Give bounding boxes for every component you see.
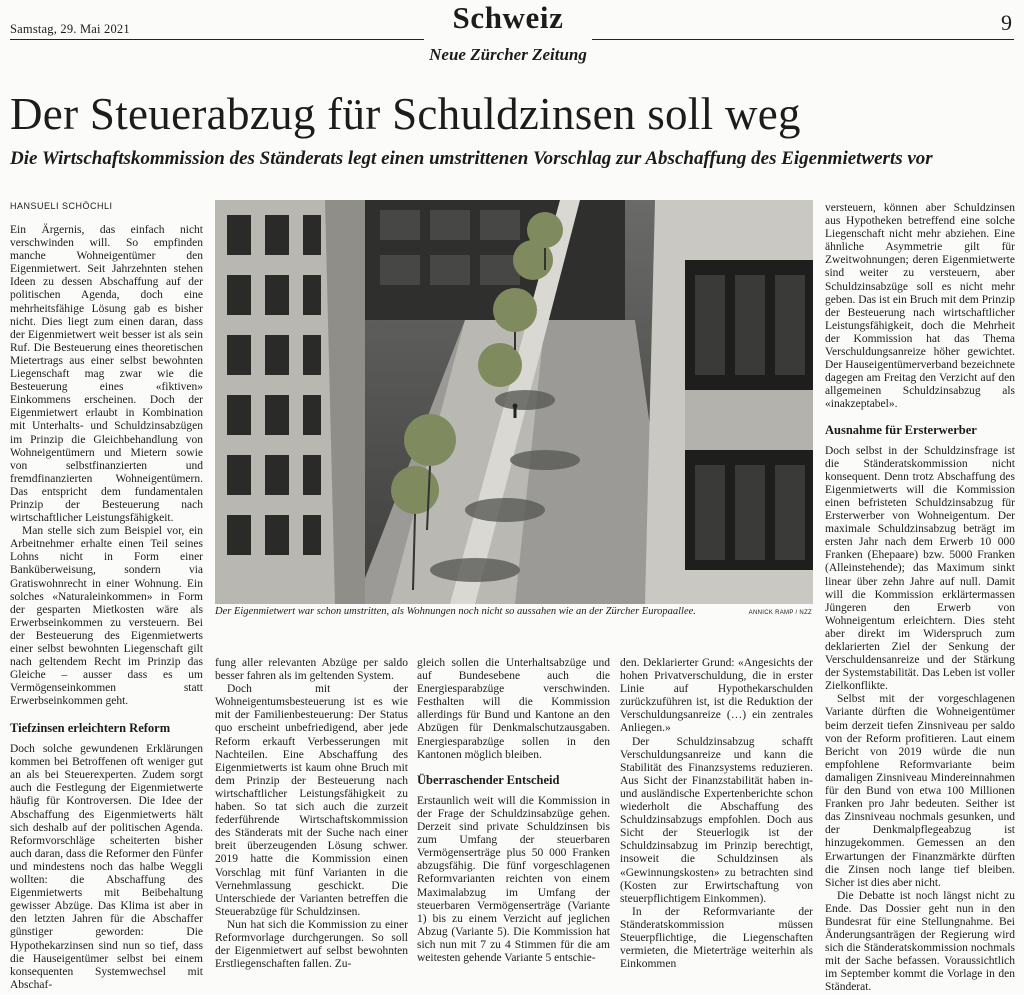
article-column-5 bbox=[825, 202, 1015, 995]
issue-date: Samstag, 29. Mai 2021 bbox=[10, 22, 130, 36]
paragraph: Nun hat sich die Kommission zu einer Reformvorlage durchgerungen. So soll der Eigenmietwert auf selbst bewohnten Erstliegenschaften fallen. Zu- bbox=[215, 918, 408, 971]
article-column-3 bbox=[417, 657, 610, 965]
article-column-4 bbox=[620, 657, 813, 971]
paragraph: Doch solche gewundenen Erklärungen kommen bei Betroffenen oft weniger gut an als bei Steuerexperten. Zudem sorgt auch die Festlegung der Eigenmietwerte häufig für Kontroversen. Die Idee der Abschaffung des Eigenmietwerts hält sich deshalb auf der politischen Agenda. Reformvorschläge scheiterten bisher auch daran, dass die Reformer den Fünfer und mindestens noch das halbe Weggli wollten: die Abschaffung des Eigenmietwerts mit Beibehaltung gewisser Abzüge. Das Klima ist aber in den letzten Jahren für die Abschaffer günstiger geworden: Die Hypothekarzinsen sind nun so tief, dass die Hauseigentümer selbst bei einem konsequenten Systemwechsel mit Abschaf- bbox=[10, 743, 203, 991]
paragraph: gleich sollen die Unterhaltsabzüge und auf Bundesebene auch die Energiesparabzüge verschwinden. Festhalten will die Kommission allerdings für Bund und Kantone an den Abzügen für Denkmalschutzausgaben. Energiesparabzüge sollen in den Kantonen möglich bleiben. bbox=[417, 657, 610, 761]
paragraph: Selbst mit der vorgeschlagenen Variante dürften die Wohneigentümer beim derzeit tiefen Zinsniveau per saldo von der Reform profitieren. Laut einem Bericht von 2019 würde die nun empfohlene Reformvariante beim damaligen Zinsniveau Mindereinnahmen für den Bund von etwa 100 Millionen Franken pro Jahr bedeuten. Seither ist das Zinsniveau nochmals gesunken, und der Denkmalpflegeabzug ist hinzugekommen. Gemessen an den Erwartungen der Finanzmärkte dürften die Zinsen noch lange tief bleiben. Sicher ist dies aber nicht. bbox=[825, 693, 1015, 889]
subheadline: Die Wirtschaftskommission des Ständerats legt einen umstrittenen Vorschlag zur Abschaffung des Eigenmietwerts vor bbox=[10, 148, 933, 169]
page-number: 9 bbox=[1001, 10, 1012, 35]
photo-credit: ANNICK RAMP / NZZ bbox=[748, 610, 812, 616]
paragraph: versteuern, können aber Schuldzinsen aus Hypotheken betreffend eine solche Liegenschaft nicht mehr abziehen. Eine ähnliche Asymmetrie gilt für Zweitwohnungen; deren Eigenmietwerte sind weiter zu versteuern, aber Schuldzinsabzüge soll es nicht mehr geben. Das ist ein Bruch mit dem Prinzip der Besteuerung nach wirtschaftlicher Leistungsfähigkeit, doch die Mehrheit der Kommission hat das Thema Verschuldungsanreize höher gewichtet. Der Hauseigentümerverband bezeichnete dagegen am Freitag den Verzicht auf den allgemeinen Schuldzinsabzug als «inakzeptabel». bbox=[825, 202, 1015, 411]
paragraph: Erstaunlich weit will die Kommission in der Frage der Schuldzinsabzüge gehen. Derzeit sind private Schuldzinsen bis zum Umfang der steuerbaren Vermögenserträge plus 50 000 Franken abzugsfähig. Die fünf vorgeschlagenen Reformvarianten reichten von einem Maximalabzug im Umfang der steuerbaren Vermögenserträge (Variante 1) bis zu einem Verzicht auf jeglichen Abzug (Variante 5). Die Kommission hat sich nun mit 7 zu 4 Stimmen für die am weitesten gehende Variante 5 entschie- bbox=[417, 794, 610, 964]
subheading-ausnahme-ersterwerber: Ausnahme für Ersterwerber bbox=[825, 422, 977, 437]
paragraph: Ein Ärgernis, das einfach nicht verschwinden will. So empfinden manche Wohneigentümer den Eigenmietwert. Seit Jahrzehnten stehen Ideen zu dessen Abschaffung auf der politischen Agenda, doch eine mehrheitsfähige Lösung gab es bisher nicht. Dies liegt zum einen daran, dass der Eigenmietwert weit besser ist als sein Ruf. Die Besteuerung eines theoretischen Mietertrags aus einer selbst bewohnten Liegenschaft mag zwar wie die Besteuerung eines «fiktiven» Einkommens erscheinen. Doch der Eigenmietwert erlaubt in Kombination mit Unterhalts- und Schuldzinsabzügen im Prinzip die Gleichbehandlung von Wohneigentümern und Mietern sowie von selbstfinanzierten und fremdfinanzierten Wohneigentümern. Das entspricht dem fundamentalen Prinzip der Besteuerung nach wirtschaftlicher Leistungsfähigkeit. bbox=[10, 224, 203, 525]
paragraph: Man stelle sich zum Beispiel vor, ein Arbeitnehmer erhalte einen Teil seines Lohns nicht in Form einer Banküberweisung, sondern via Gratiswohnrecht in einer Wohnung. Ein solches «Naturaleinkommen» in Form der gesparten Mietkosten wäre als Erwerbseinkommen zu versteuern. Bei der Besteuerung des Eigenmietwerts einer selbst bewohnten Liegenschaft gilt nach geltendem Recht im Prinzip das Gleiche – ausser dass es um Vermögenseinkommen statt Erwerbseinkommen geht. bbox=[10, 525, 203, 708]
photo-caption: Der Eigenmietwert war schon umstritten, als Wohnungen noch nicht so aussahen wie an der Zürcher Europaallee. bbox=[215, 606, 696, 617]
paragraph: Doch mit der Wohneigentumsbesteuerung ist es wie mit der Familienbesteuerung: Der Status quo erscheint unbefriedigend, aber jede Reform erkauft Verbesserungen mit Nachteilen. Eine Abschaffung des Eigenmietwerts ist kaum ohne Bruch mit dem Prinzip der Besteuerung nach wirtschaftlicher Leistungsfähigkeit zu haben. So tat sich auch die zurzeit federführende Wirtschaftskommission des Ständerats mit der Suche nach einer breit überzeugenden Lösung schwer. 2019 hatte die Kommission einen Vorschlag mit fünf Varianten in die Vernehmlassung geschickt. Die Unterschiede der Varianten betreffen die Steuerabzüge für Schuldzinsen. bbox=[215, 683, 408, 918]
paragraph: Der Schuldzinsabzug schafft Verschuldungsanreize und kann die Stabilität des Finanzsystems reduzieren. Aus Sicht der Finanzstabilität haben in- und ausländische Expertenberichte schon wiederholt die Abschaffung des Schuldzinsabzugs empfohlen. Doch aus Sicht der Steuerlogik ist der Schuldzinsabzug im Prinzip berechtigt, insoweit die Schuldzinsen als «Gewinnungskosten» zu betrachten sind (Kosten zur Erwirtschaftung von steuerpflichtigem Einkommen). bbox=[620, 735, 813, 905]
newspaper-logo: Neue Zürcher Zeitung bbox=[429, 45, 587, 64]
paragraph: fung aller relevanten Abzüge per saldo besser fahren als im geltenden System. bbox=[215, 657, 408, 683]
paragraph: Doch selbst in der Schuldzinsfrage ist die Ständeratskommission nicht konsequent. Denn trotz Abschaffung des Eigenmietwerts will die Kommission einen befristeten Schuldzinsabzug für Ersterwerber von Wohneigentum. Der maximale Schuldzinsabzug beträgt im ersten Jahr nach dem Erwerb 10 000 Franken (Ehepaare) bzw. 5000 Franken (Alleinstehende); das Maximum sinkt linear über zehn Jahre auf null. Damit will die Kommission erklärtermassen Jüngeren den Erwerb von Wohneigentum erleichtern. Dies steht aber direkt im Widerspruch zum deklarierten Ziel der Senkung der Verschuldensanreize und der Stärkung der Systemstabilität. Das Leben ist voller Zielkonflikte. bbox=[825, 444, 1015, 693]
header-rule-left bbox=[10, 39, 424, 40]
author-byline: HANSUELI SCHÖCHLI bbox=[10, 201, 113, 211]
paragraph: In der Reformvariante der Ständeratskommission müssen Steuerpflichtige, die Liegenschaften vermieten, die Mieterträge weiterhin als Einkommen bbox=[620, 905, 813, 971]
article-column-1 bbox=[10, 224, 203, 708]
article-column-2 bbox=[215, 657, 408, 971]
header-rule-right bbox=[592, 39, 1014, 40]
paragraph: Die Debatte ist noch längst nicht zu Ende. Das Dossier geht nun in den Bundesrat für eine Stellungnahme. Bei Änderungsanträgen der Regierung wird sich die Ständeratskommission nochmals mit der Sache befassen. Voraussichtlich im September kommt die Vorlage in den Ständerat. bbox=[825, 889, 1015, 994]
article-column-1-continued bbox=[10, 710, 203, 992]
subheading-tiefzinsen: Tiefzinsen erleichtern Reform bbox=[10, 721, 171, 735]
subheading-ueberraschender-entscheid: Überraschender Entscheid bbox=[417, 772, 560, 787]
headline: Der Steuerabzug für Schuldzinsen soll weg bbox=[10, 89, 801, 139]
section-title: Schweiz bbox=[452, 0, 564, 35]
europaallee-photo bbox=[215, 200, 813, 604]
paragraph: den. Deklarierter Grund: «Angesichts der hohen Privatverschuldung, die in erster Linie auf Hypothekarschulden zurückzuführen ist, ist die Reduktion der Verschuldungsanreize (…) ein zentrales Anliegen.» bbox=[620, 657, 813, 735]
